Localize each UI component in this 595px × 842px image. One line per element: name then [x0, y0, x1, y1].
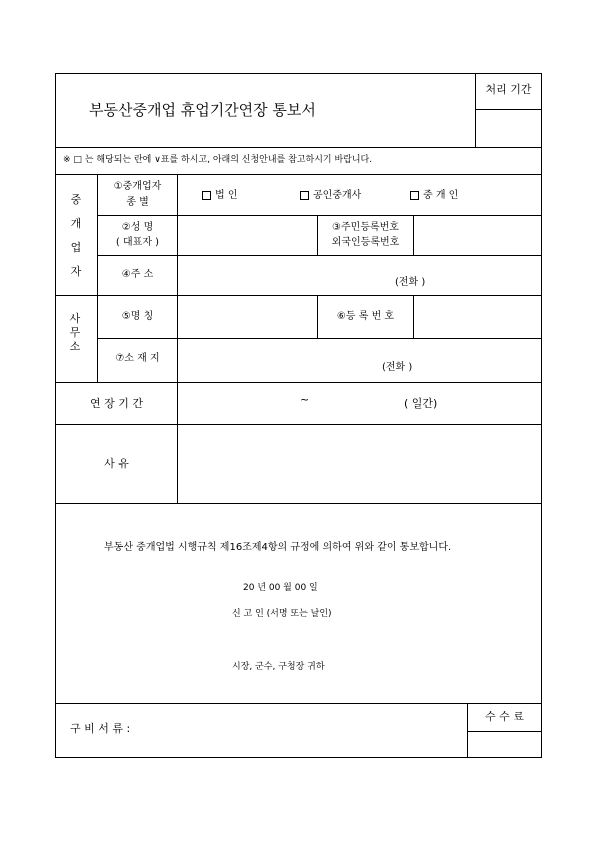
addressee: 시장, 군수, 구청장 귀하 [232, 662, 325, 672]
registration-number-label: ⑥등 록 번 호 [336, 311, 395, 322]
office-section-label [67, 312, 83, 354]
address-label: ④주 소 [121, 269, 154, 280]
border-right [541, 73, 542, 758]
foreign-id-label: 외국인등록번호 [331, 237, 400, 248]
required-documents-label: 구 비 서 류 : [70, 722, 131, 735]
name-label: ②성 명 [121, 222, 154, 233]
period-tilde: ~ [300, 393, 310, 406]
agent-type-label-2: 종 별 [126, 197, 149, 208]
extension-period-label: 연 장 기 간 [90, 397, 143, 410]
office-section-char: 무 [69, 326, 81, 339]
processing-period-label: 처리 기간 [485, 83, 532, 96]
office-location-label: ⑦소 재 지 [115, 353, 160, 364]
divider [55, 424, 542, 425]
divider [55, 382, 542, 383]
checkbox-icon[interactable] [202, 191, 211, 200]
border-left [55, 73, 56, 758]
checkbox-icon[interactable] [410, 191, 419, 200]
type-option-licensed-agent[interactable] [300, 190, 361, 202]
reporter-signature: 신 고 인 (서명 또는 날인) [232, 609, 332, 619]
divider [177, 382, 178, 503]
reason-label: 사 유 [104, 457, 129, 470]
agent-section-char: 업 [70, 241, 82, 254]
name-label-2: ( 대표자 ) [115, 237, 160, 248]
office-name-label: ⑤명 칭 [121, 311, 154, 322]
divider [97, 338, 542, 339]
divider [467, 731, 542, 732]
agent-section-char: 중 [70, 193, 82, 206]
divider [317, 215, 318, 255]
type-option-broker[interactable] [410, 190, 458, 202]
divider [55, 174, 542, 175]
divider [55, 503, 542, 504]
type-option-label: 공인중개사 [313, 190, 362, 201]
checkbox-icon[interactable] [300, 191, 309, 200]
divider [413, 295, 414, 338]
type-option-label: 법 인 [215, 190, 238, 201]
id-number-label: ③주민등록번호 [332, 222, 399, 233]
page-title: 부동산중개업 휴업기간연장 통보서 [89, 101, 316, 119]
fee-label: 수 수 료 [485, 710, 524, 723]
divider [97, 215, 542, 216]
divider [55, 703, 542, 704]
agent-type-label: ①중개업자 [113, 181, 162, 192]
agent-section-char: 개 [70, 217, 82, 230]
notice-text: ※ □ 는 해당되는 란에 ∨표를 하시고, 아래의 신청안내를 참고하시기 바랍니다. [63, 155, 373, 165]
divider [177, 174, 178, 382]
agent-section-label [68, 188, 84, 284]
divider [475, 109, 541, 110]
agent-section-char: 자 [70, 265, 82, 278]
office-phone: (전화 ) [382, 362, 413, 373]
divider [55, 295, 542, 296]
border-top [55, 73, 542, 74]
office-section-char: 사 [69, 312, 81, 325]
declaration-date: 20 년 00 월 00 일 [243, 583, 318, 593]
office-section-char: 소 [69, 340, 81, 353]
period-days: ( 일간) [404, 397, 438, 410]
agent-phone: (전화 ) [395, 277, 426, 288]
divider [97, 255, 542, 256]
border-bottom [55, 757, 542, 758]
declaration-statement: 부동산 중개업법 시행규칙 제16조제4항의 규정에 의하여 위와 같이 통보합니다. [104, 542, 452, 553]
divider [413, 215, 414, 255]
divider [55, 147, 542, 148]
type-option-label: 중 개 인 [423, 190, 459, 201]
type-option-corporation[interactable] [202, 190, 238, 202]
